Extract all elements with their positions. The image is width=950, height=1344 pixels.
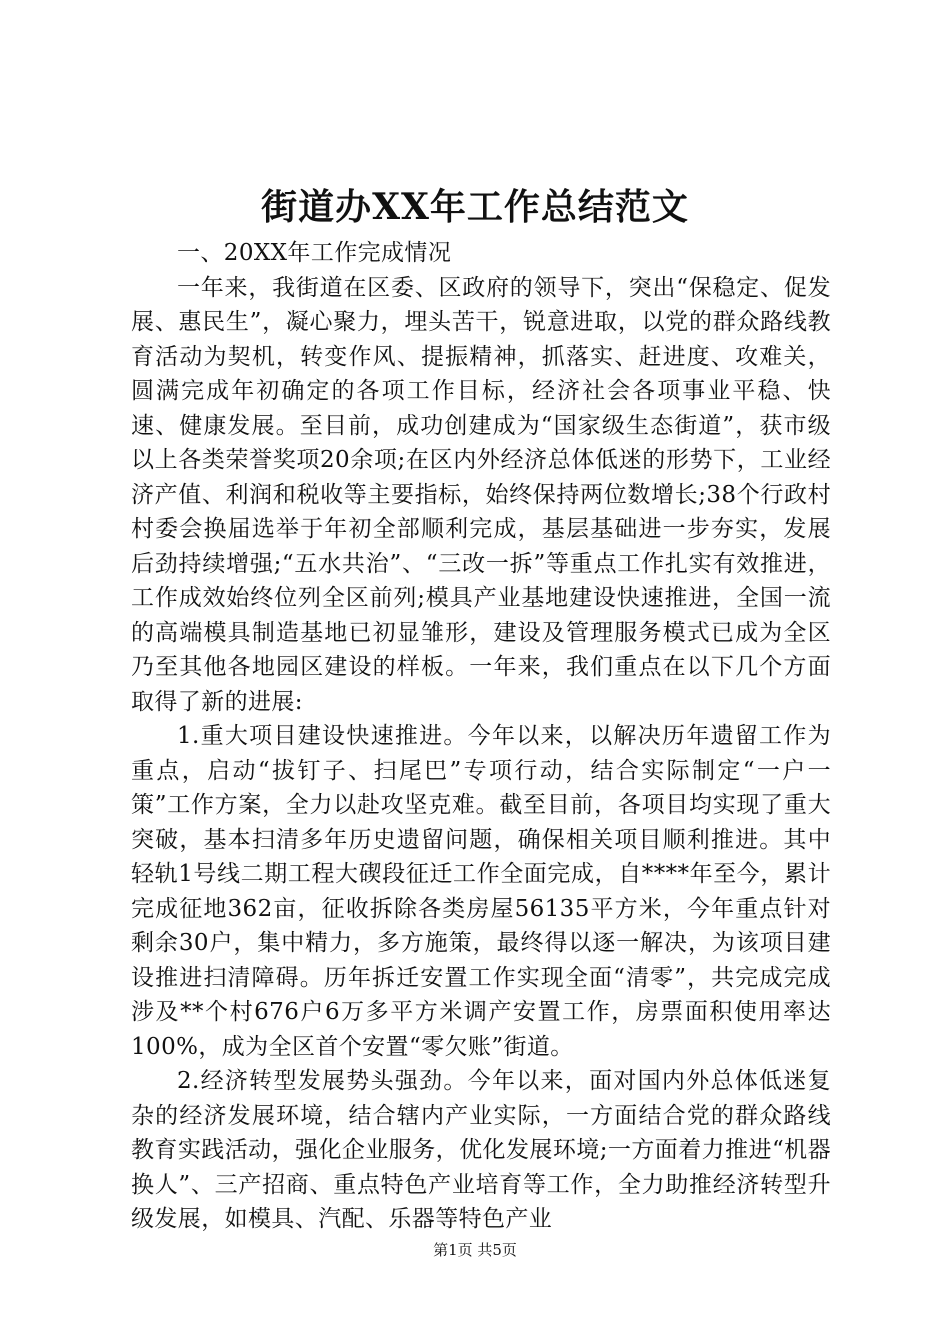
document-body [131, 236, 831, 1237]
section-heading: 一、20XX年工作完成情况 [177, 240, 452, 266]
body-paragraph-projects: 1.重大项目建设快速推进。今年以来，以解决历年遗留工作为重点，启动“拔钉子、扫尾巴”专项行动，结合实际制定“一户一策”工作方案，全力以赴攻坚克难。截至目前，各项目均实现了重大突破，基本扫清多年历史遗留问题，确保相关项目顺利推进。其中轻轨1号线二期工程大碶段征迁工作全面完成，自****年至今，累计完成征地362亩，征收拆除各类房屋56135平方米，今年重点针对剩余30户，集中精力，多方施策，最终得以逐一解决，为该项目建设推进扫清障碍。历年拆迁安置工作实现全面“清零”，共完成完成涉及**个村676户6万多平方米调产安置工作，房票面积使用率达100%，成为全区首个安置“零欠账”街道。 [131, 723, 831, 1060]
body-paragraph-economy: 2.经济转型发展势头强劲。今年以来，面对国内外总体低迷复杂的经济发展环境，结合辖内产业实际，一方面结合党的群众路线教育实践活动，强化企业服务，优化发展环境;一方面着力推进“机器换人”、三产招商、重点特色产业培育等工作，全力助推经济转型升级发展，如模具、汽配、乐器等特色产业 [131, 1068, 831, 1232]
document-title: 街道办XX年工作总结范文 [261, 186, 689, 228]
body-paragraph-intro: 一年来，我街道在区委、区政府的领导下，突出“保稳定、促发展、惠民生”，凝心聚力，埋头苦干，锐意进取，以党的群众路线教育活动为契机，转变作风、提振精神，抓落实、赶进度、攻难关，圆满完成年初确定的各项工作目标，经济社会各项事业平稳、快速、健康发展。至目前，成功创建成为“国家级生态街道”，获市级以上各类荣誉奖项20余项;在区内外经济总体低迷的形势下，工业经济产值、利润和税收等主要指标，始终保持两位数增长;38个行政村村委会换届选举于年初全部顺利完成，基层基础进一步夯实，发展后劲持续增强;“五水共治”、“三改一拆”等重点工作扎实有效推进，工作成效始终位列全区前列;模具产业基地建设快速推进，全国一流的高端模具制造基地已初显雏形，建设及管理服务模式已成为全区乃至其他各地园区建设的样板。一年来，我们重点在以下几个方面取得了新的进展: [131, 274, 831, 715]
page-number: 第1页 共5页 [433, 1241, 517, 1259]
